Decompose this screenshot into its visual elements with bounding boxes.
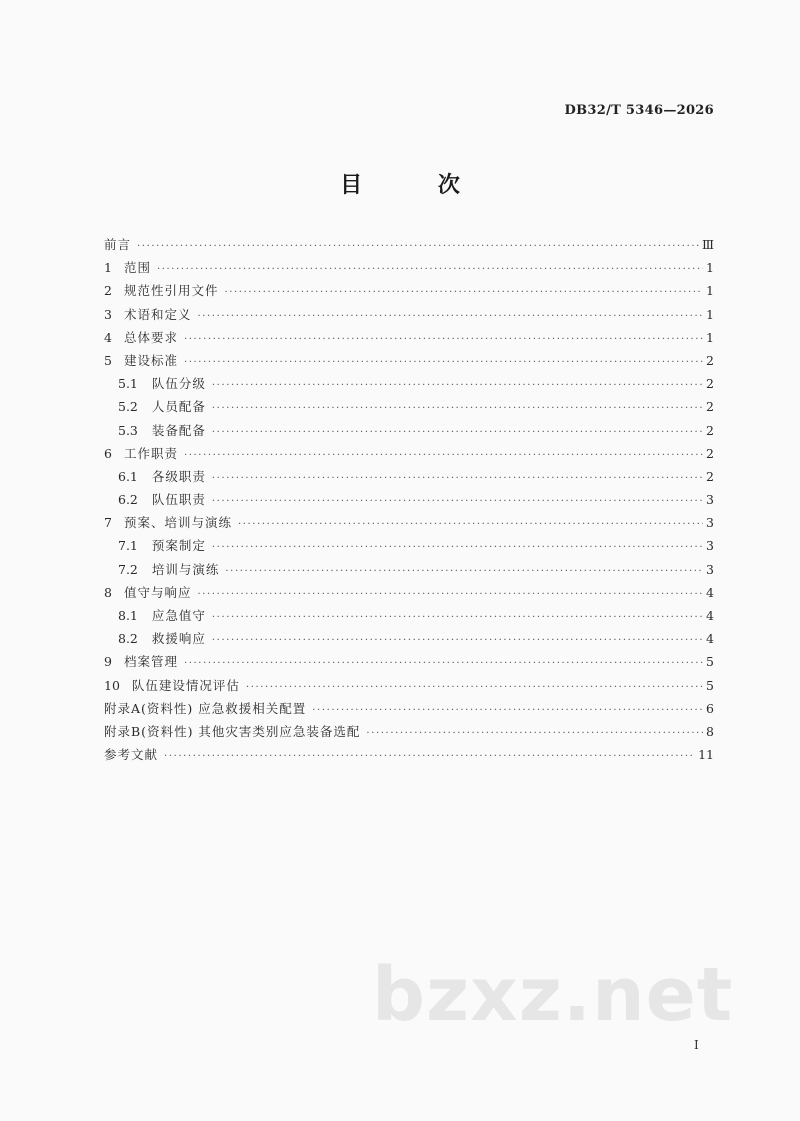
toc-entry[interactable] xyxy=(104,279,714,302)
toc-entry-page: 1 xyxy=(706,260,714,276)
toc-entry[interactable] xyxy=(104,511,714,534)
toc-dot-leader xyxy=(212,629,703,652)
toc-list xyxy=(104,233,714,766)
toc-entry-label: 应急值守 xyxy=(151,608,206,623)
toc-entry-page: 11 xyxy=(698,747,714,763)
toc-entry-number: 6.2 xyxy=(118,492,138,508)
toc-entry-number: 2 xyxy=(104,283,112,299)
toc-entry-number: 5.2 xyxy=(118,399,138,415)
toc-dot-leader xyxy=(212,421,703,444)
toc-entry[interactable] xyxy=(104,349,714,372)
toc-dot-leader xyxy=(212,397,703,420)
toc-entry-number: 8 xyxy=(104,584,112,600)
toc-entry-page: 3 xyxy=(706,515,714,531)
toc-dot-leader xyxy=(197,583,703,606)
toc-dot-leader xyxy=(212,467,703,490)
toc-dot-leader xyxy=(212,606,703,629)
standard-code: DB32/T 5346—2026 xyxy=(564,103,714,118)
toc-entry-page: Ⅲ xyxy=(701,237,714,252)
toc-entry-number: 5.3 xyxy=(118,422,138,438)
toc-entry[interactable] xyxy=(104,650,714,673)
toc-entry-label: 附录B(资料性) 其他灾害类别应急装备选配 xyxy=(104,723,361,739)
page-number: I xyxy=(694,1038,699,1052)
toc-entry-page: 1 xyxy=(706,329,714,345)
toc-entry-number: 7 xyxy=(104,515,112,531)
toc-entry-number: 8.1 xyxy=(118,608,138,623)
toc-entry-number: 5 xyxy=(104,352,112,368)
toc-dot-leader xyxy=(366,722,703,745)
toc-entry-number: 10 xyxy=(104,677,120,693)
toc-entry[interactable] xyxy=(104,326,714,349)
toc-entry[interactable] xyxy=(104,465,714,488)
toc-entry[interactable] xyxy=(104,488,714,511)
toc-entry-number: 9 xyxy=(104,654,112,670)
toc-entry-number: 1 xyxy=(104,260,112,276)
toc-entry-label: 参考文献 xyxy=(104,747,159,763)
toc-entry-label: 救援响应 xyxy=(151,631,206,647)
toc-entry-label: 附录A(资料性) 应急救援相关配置 xyxy=(104,700,307,716)
toc-entry-label: 队伍建设情况评估 xyxy=(131,677,240,693)
toc-entry-page: 2 xyxy=(706,468,714,484)
toc-entry[interactable] xyxy=(104,720,714,743)
toc-dot-leader xyxy=(312,699,703,722)
toc-title: 目 次 xyxy=(340,172,494,198)
toc-entry-label: 值守与响应 xyxy=(123,584,192,600)
toc-entry-label: 预案制定 xyxy=(151,538,206,554)
toc-entry-label: 建设标准 xyxy=(123,352,178,368)
toc-entry-number: 4 xyxy=(104,329,112,345)
toc-entry-label: 术语和定义 xyxy=(123,306,192,322)
toc-entry-page: 4 xyxy=(706,608,714,623)
toc-dot-leader xyxy=(225,560,703,583)
toc-entry-page: 3 xyxy=(706,561,714,577)
toc-entry-number: 6 xyxy=(104,445,112,461)
toc-dot-leader xyxy=(157,258,703,281)
toc-entry-number: 8.2 xyxy=(118,631,138,647)
toc-entry-label: 各级职责 xyxy=(151,468,206,484)
toc-entry-label: 规范性引用文件 xyxy=(123,283,219,299)
toc-entry[interactable] xyxy=(104,233,714,256)
toc-dot-leader xyxy=(197,305,703,328)
toc-entry[interactable] xyxy=(104,534,714,557)
toc-dot-leader xyxy=(212,536,703,559)
toc-entry-number: 7.2 xyxy=(118,561,138,577)
toc-entry-page: 5 xyxy=(706,654,714,670)
toc-entry-page: 2 xyxy=(706,445,714,461)
toc-entry[interactable] xyxy=(104,372,714,395)
toc-entry-page: 1 xyxy=(706,283,714,299)
toc-entry-label: 队伍职责 xyxy=(151,492,206,508)
toc-entry-page: 2 xyxy=(706,399,714,415)
toc-entry[interactable] xyxy=(104,256,714,279)
toc-entry-label: 队伍分级 xyxy=(151,376,206,392)
toc-entry-label: 范围 xyxy=(123,260,151,276)
toc-dot-leader xyxy=(184,328,703,351)
toc-entry[interactable] xyxy=(104,419,714,442)
toc-dot-leader xyxy=(238,513,703,536)
toc-entry[interactable] xyxy=(104,743,714,766)
toc-dot-leader xyxy=(184,351,703,374)
toc-entry-number: 5.1 xyxy=(118,376,138,392)
toc-entry-page: 3 xyxy=(706,492,714,508)
toc-entry-label: 工作职责 xyxy=(123,445,178,461)
toc-dot-leader xyxy=(184,652,703,675)
toc-entry[interactable] xyxy=(104,674,714,697)
toc-entry[interactable] xyxy=(104,442,714,465)
toc-entry-page: 2 xyxy=(706,352,714,368)
toc-entry-page: 8 xyxy=(706,723,714,739)
toc-dot-leader xyxy=(224,281,703,304)
toc-entry-number: 6.1 xyxy=(118,468,138,484)
toc-entry-page: 6 xyxy=(706,700,714,716)
toc-entry-page: 1 xyxy=(706,306,714,322)
toc-entry-label: 培训与演练 xyxy=(151,561,220,577)
toc-dot-leader xyxy=(184,444,703,467)
toc-entry-number: 7.1 xyxy=(118,538,138,554)
toc-entry[interactable] xyxy=(104,303,714,326)
toc-entry-label: 档案管理 xyxy=(123,654,178,670)
toc-entry-label: 人员配备 xyxy=(151,399,206,415)
toc-entry[interactable] xyxy=(104,581,714,604)
toc-dot-leader xyxy=(212,490,703,513)
toc-entry-page: 2 xyxy=(706,422,714,438)
toc-entry[interactable] xyxy=(104,395,714,418)
toc-entry-page: 4 xyxy=(706,584,714,600)
toc-entry-label: 装备配备 xyxy=(151,422,206,438)
toc-entry[interactable] xyxy=(104,604,714,627)
toc-dot-leader xyxy=(164,745,695,768)
toc-dot-leader xyxy=(246,676,703,699)
toc-entry[interactable] xyxy=(104,627,714,650)
toc-entry-label: 总体要求 xyxy=(123,329,178,345)
toc-entry-page: 3 xyxy=(706,538,714,554)
toc-entry-page: 5 xyxy=(706,677,714,693)
toc-entry-label: 前言 xyxy=(104,237,132,252)
toc-entry[interactable] xyxy=(104,697,714,720)
toc-dot-leader xyxy=(137,235,699,258)
watermark: bzxz.net xyxy=(372,952,734,1038)
toc-entry[interactable] xyxy=(104,558,714,581)
toc-entry-page: 2 xyxy=(706,376,714,392)
toc-entry-page: 4 xyxy=(706,631,714,647)
toc-entry-number: 3 xyxy=(104,306,112,322)
toc-dot-leader xyxy=(212,374,703,397)
toc-entry-label: 预案、培训与演练 xyxy=(123,515,232,531)
